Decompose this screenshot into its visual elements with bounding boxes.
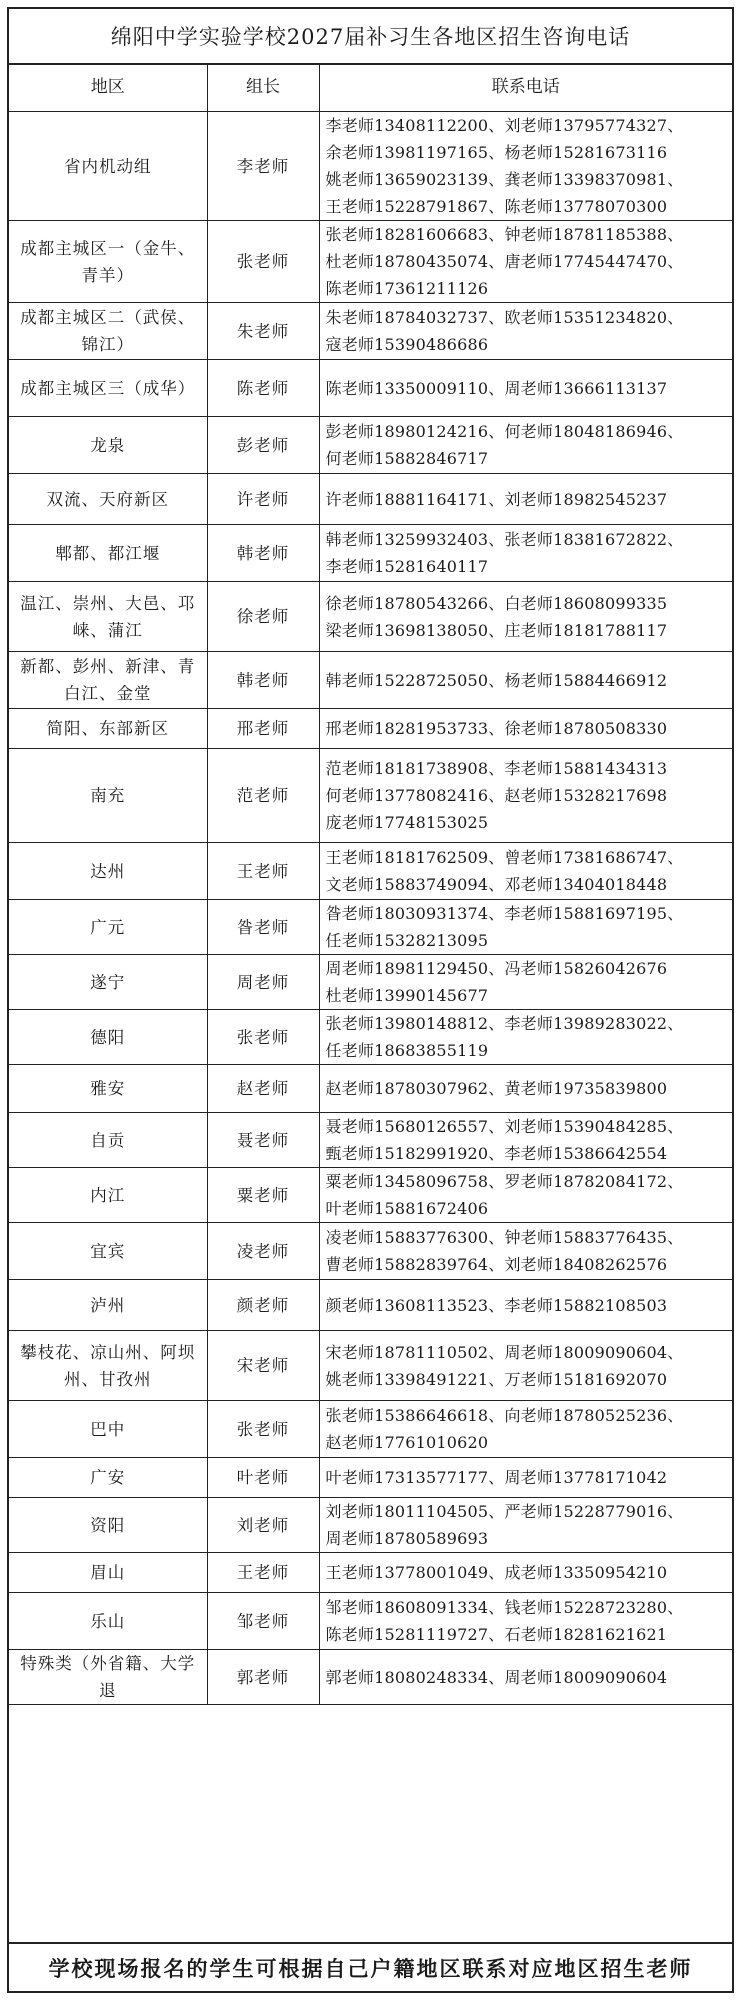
table-row [9,474,732,525]
phone-line: 王老师13778001049、成老师13350954210 [325,1563,668,1582]
phone-line: 邹老师18608091334、钱老师15228723280、 [325,1598,684,1617]
phones-cell [319,1498,732,1553]
phone-line: 陈老师15281119727、石老师18281621621 [325,1625,668,1644]
table-row [9,1065,732,1113]
region-cell: 德阳 [9,1010,207,1065]
header-region: 地区 [9,63,207,112]
phone-line: 梁老师13698138050、庄老师18181788117 [325,620,668,640]
table-row [9,1593,732,1650]
table-row [9,1498,732,1553]
phone-line: 徐老师18780543266、白老师18608099335 [325,593,668,613]
region-cell: 遂宁 [9,955,207,1010]
phones-cell [319,749,732,843]
phones-cell [319,1401,732,1458]
phones-cell [319,1113,732,1168]
leader-cell: 凌老师 [207,1223,319,1280]
phone-line: 粟老师13458096758、罗老师18782084172、 [325,1172,684,1191]
leader-cell: 宋老师 [207,1331,319,1401]
enrollment-contact-sheet [7,7,734,1993]
phone-line: 赵老师18780307962、黄老师19735839800 [325,1079,668,1098]
region-cell: 宜宾 [9,1223,207,1280]
phone-line: 范老师18181738908、李老师15881434313 [325,759,668,778]
phone-line: 邢老师18281953733、徐老师18780508330 [325,719,668,738]
region-cell: 省内机动组 [9,112,207,221]
leader-cell: 王老师 [207,843,319,900]
phone-line: 昝老师18030931374、李老师15881697195、 [325,904,684,923]
phone-line: 聂老师15680126557、刘老师15390484285、 [325,1117,684,1136]
phones-cell [319,709,732,749]
region-cell: 资阳 [9,1498,207,1553]
phone-line: 李老师13408112200、刘老师13795774327、 [325,116,684,135]
phones-cell [319,955,732,1010]
table-row [9,417,732,474]
phone-line: 李老师15281640117 [325,557,489,576]
region-cell: 简阳、东部新区 [9,709,207,749]
phones-cell [319,303,732,360]
leader-cell: 张老师 [207,221,319,303]
phone-line: 颜老师13608113523、李老师15882108503 [325,1295,668,1315]
leader-cell: 粟老师 [207,1168,319,1223]
leader-cell: 朱老师 [207,303,319,360]
phone-line: 郭老师18080248334、周老师18009090604 [325,1667,668,1687]
table-header-row [9,63,732,112]
leader-cell: 刘老师 [207,1498,319,1553]
footer-note: 学校现场报名的学生可根据自己户籍地区联系对应地区招生老师 [9,1942,732,1991]
table-row [9,1113,732,1168]
region-cell: 达州 [9,843,207,900]
header-leader: 组长 [207,63,319,112]
phone-line: 彭老师18980124216、何老师18048186946、 [325,422,684,441]
leader-cell: 叶老师 [207,1458,319,1498]
phone-line: 何老师15882846717 [325,449,489,468]
phone-line: 凌老师15883776300、钟老师15883776435、 [325,1228,684,1247]
table-row [9,1223,732,1280]
leader-cell: 许老师 [207,474,319,525]
phone-line: 刘老师18011104505、严老师15228779016、 [325,1502,684,1521]
phones-cell [319,112,732,221]
region-cell: 温江、崇州、大邑、邛崃、蒲江 [9,582,207,652]
region-cell: 特殊类（外省籍、大学退 [9,1650,207,1705]
table-row [9,709,732,749]
phones-cell [319,1010,732,1065]
region-cell: 雅安 [9,1065,207,1113]
table-row [9,900,732,955]
phones-cell [319,652,732,709]
phone-line: 任老师18683855119 [325,1041,489,1060]
region-cell: 自贡 [9,1113,207,1168]
leader-cell: 郭老师 [207,1650,319,1705]
table-row [9,112,732,221]
table-row [9,1010,732,1065]
leader-cell: 邹老师 [207,1593,319,1650]
table-row [9,582,732,652]
contact-table [9,63,732,1705]
phone-line: 庞老师17748153025 [325,813,489,832]
phones-cell [319,1331,732,1401]
phones-cell [319,582,732,652]
phone-line: 甄老师15182991920、李老师15386642554 [325,1144,668,1163]
phone-line: 周老师18981129450、冯老师15826042676 [325,959,668,978]
phones-cell [319,1168,732,1223]
leader-cell: 张老师 [207,1010,319,1065]
leader-cell: 张老师 [207,1401,319,1458]
phone-line: 叶老师17313577177、周老师13778171042 [325,1468,668,1487]
region-cell: 攀枝花、凉山州、阿坝州、甘孜州 [9,1331,207,1401]
phone-line: 张老师18281606683、钟老师18781185388、 [325,225,684,244]
phones-cell [319,1223,732,1280]
table-row [9,1553,732,1593]
region-cell: 成都主城区一（金牛、青羊） [9,221,207,303]
phone-line: 宋老师18781110502、周老师18009090604、 [325,1342,684,1362]
leader-cell: 李老师 [207,112,319,221]
region-cell: 南充 [9,749,207,843]
table-row [9,360,732,417]
phones-cell [319,474,732,525]
phone-line: 寇老师15390486686 [325,335,489,354]
leader-cell: 昝老师 [207,900,319,955]
phone-line: 杜老师13990145677 [325,986,489,1005]
table-row [9,303,732,360]
phone-line: 姚老师13398491221、万老师15181692070 [325,1369,668,1389]
region-cell: 成都主城区三（成华） [9,360,207,417]
table-row [9,1458,732,1498]
phone-line: 韩老师13259932403、张老师18381672822、 [325,530,684,549]
phone-line: 张老师13980148812、李老师13989283022、 [325,1014,684,1033]
region-cell: 乐山 [9,1593,207,1650]
phone-line: 陈老师17361211126 [325,279,489,298]
phones-cell [319,417,732,474]
phone-line: 余老师13981197165、杨老师15281673116 [325,143,668,162]
header-phones: 联系电话 [319,63,732,112]
leader-cell: 颜老师 [207,1280,319,1331]
phones-cell [319,1593,732,1650]
phones-cell [319,525,732,582]
leader-cell: 韩老师 [207,525,319,582]
table-row [9,749,732,843]
table-row [9,955,732,1010]
page-title: 绵阳中学实验学校2027届补习生各地区招生咨询电话 [9,9,732,65]
phones-cell [319,1280,732,1331]
phone-line: 许老师18881164171、刘老师18982545237 [325,489,668,509]
leader-cell: 聂老师 [207,1113,319,1168]
phone-line: 王老师18181762509、曾老师17381686747、 [325,848,684,867]
region-cell: 内江 [9,1168,207,1223]
phone-line: 朱老师18784032737、欧老师15351234820、 [325,308,684,327]
leader-cell: 邢老师 [207,709,319,749]
table-row [9,652,732,709]
phone-line: 陈老师13350009110、周老师13666113137 [325,378,668,398]
region-cell: 新都、彭州、新津、青白江、金堂 [9,652,207,709]
phone-line: 曹老师15882839764、刘老师18408262576 [325,1255,668,1274]
phone-line: 王老师15228791867、陈老师13778070300 [325,197,668,216]
leader-cell: 徐老师 [207,582,319,652]
table-row [9,1168,732,1223]
phone-line: 姚老师13659023139、龚老师13398370981、 [325,170,684,189]
phones-cell [319,1650,732,1705]
phone-line: 叶老师15881672406 [325,1199,489,1218]
region-cell: 广安 [9,1458,207,1498]
leader-cell: 韩老师 [207,652,319,709]
phone-line: 赵老师17761010620 [325,1433,489,1452]
table-row [9,525,732,582]
leader-cell: 范老师 [207,749,319,843]
phones-cell [319,221,732,303]
phones-cell [319,900,732,955]
region-cell: 双流、天府新区 [9,474,207,525]
phone-line: 文老师15883749094、邓老师13404018448 [325,875,668,894]
leader-cell: 周老师 [207,955,319,1010]
leader-cell: 赵老师 [207,1065,319,1113]
phone-line: 张老师15386646618、向老师18780525236、 [325,1406,684,1425]
phones-cell [319,1553,732,1593]
region-cell: 郫都、都江堰 [9,525,207,582]
region-cell: 泸州 [9,1280,207,1331]
table-row [9,221,732,303]
region-cell: 眉山 [9,1553,207,1593]
phone-line: 何老师13778082416、赵老师15328217698 [325,786,668,805]
table-row [9,1331,732,1401]
table-row [9,1401,732,1458]
table-row [9,1650,732,1705]
leader-cell: 彭老师 [207,417,319,474]
phone-line: 韩老师15228725050、杨老师15884466912 [325,670,668,690]
region-cell: 广元 [9,900,207,955]
leader-cell: 陈老师 [207,360,319,417]
phone-line: 杜老师18780435074、唐老师17745447470、 [325,252,684,271]
phones-cell [319,843,732,900]
table-row [9,843,732,900]
region-cell: 巴中 [9,1401,207,1458]
phone-line: 周老师18780589693 [325,1529,489,1548]
phone-line: 任老师15328213095 [325,931,489,950]
table-row [9,1280,732,1331]
region-cell: 龙泉 [9,417,207,474]
leader-cell: 王老师 [207,1553,319,1593]
phones-cell [319,1065,732,1113]
region-cell: 成都主城区二（武侯、锦江） [9,303,207,360]
phones-cell [319,1458,732,1498]
phones-cell [319,360,732,417]
